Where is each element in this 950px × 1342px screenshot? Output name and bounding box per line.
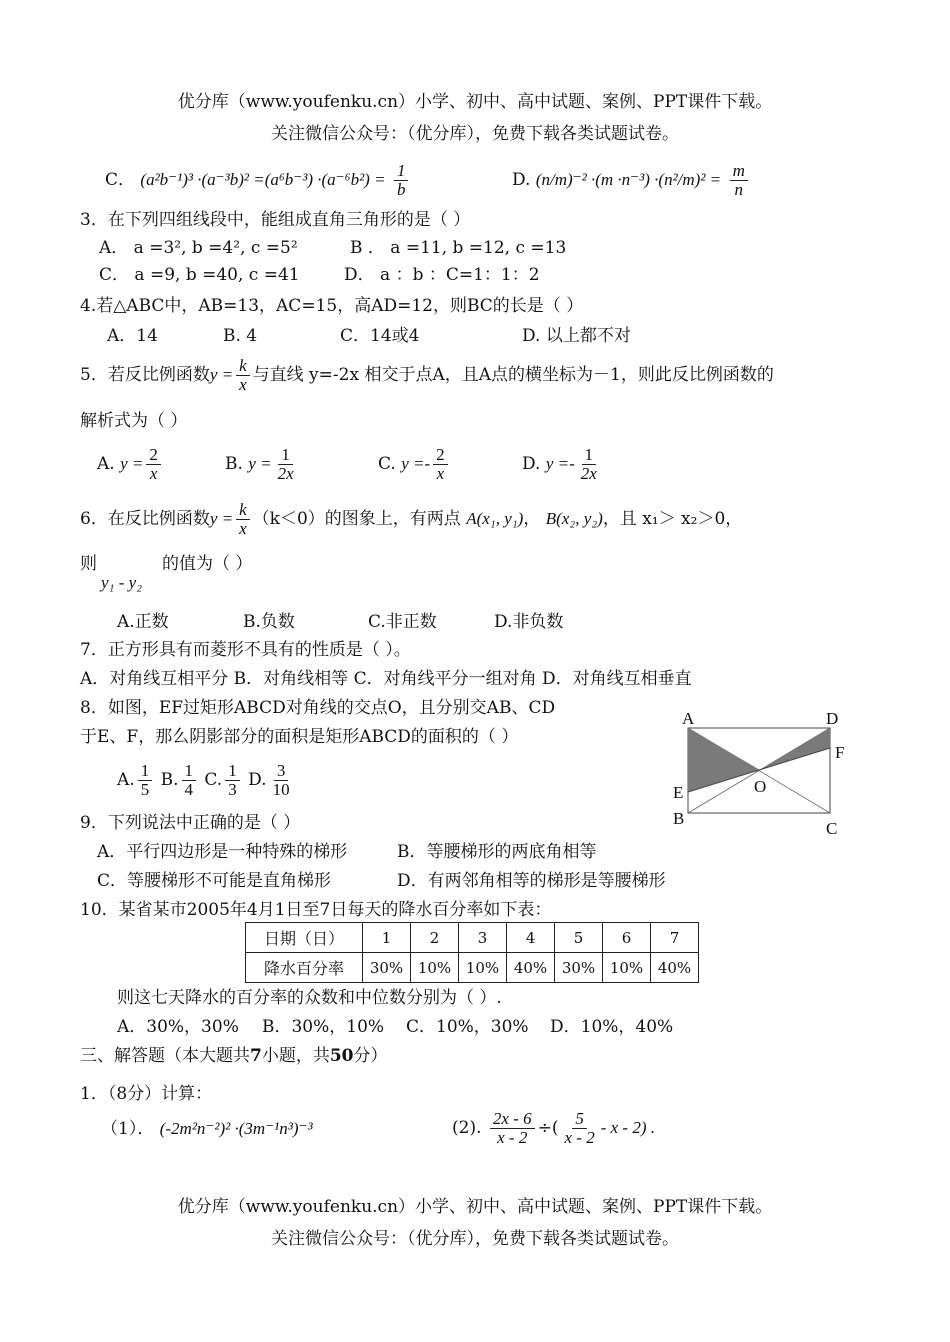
table-cell-day: 3	[459, 923, 507, 953]
q6-option-b: B.负数	[243, 612, 295, 632]
q8-stem-line2: 于E、F，那么阴影部分的面积是矩形ABCD的面积的（ ）	[80, 727, 519, 747]
numerator: 1	[138, 762, 153, 781]
q10-question: 则这七天降水的百分率的众数和中位数分别为（ ）.	[117, 988, 502, 1008]
table-cell-rate: 10%	[603, 953, 651, 983]
prev-option-c-label: C．	[105, 170, 136, 190]
numerator: 1	[225, 762, 240, 781]
q5-option-c-fraction	[433, 446, 448, 483]
denominator: x - 2	[497, 1128, 528, 1147]
q4-stem: 4.若△ABC中，AB=13，AC=15，高AD=12，则BC的长是（ ）	[80, 296, 584, 316]
q5-stem-line2: 解析式为（ ）	[80, 411, 188, 431]
prev-option-c	[105, 162, 411, 199]
section-3-count: 7	[250, 1046, 262, 1066]
q7-options: A．对角线互相平分 B．对角线相等 C．对角线平分一组对角 D．对角线互相垂直	[80, 669, 692, 689]
q5-option-b-fraction	[275, 446, 297, 483]
label-f: F	[835, 743, 845, 762]
label-e: E	[673, 783, 684, 802]
q10-option-b: B．30%，10%	[262, 1017, 385, 1037]
label-d: D	[826, 709, 839, 728]
label-c: C	[826, 819, 838, 838]
numerator: 3	[274, 762, 289, 781]
label-b: B	[673, 809, 685, 828]
q3-option-a: A． a =3², b =4², c =5²	[99, 238, 298, 258]
q4-option-d: D. 以上都不对	[522, 326, 631, 346]
denominator: x	[149, 464, 158, 483]
label-o: O	[754, 777, 767, 796]
rainfall-table	[245, 922, 699, 983]
section-3-title	[80, 1045, 388, 1067]
numerator: 2	[146, 446, 161, 465]
numerator: 1	[278, 446, 293, 465]
q10-option-d: D．10%，40%	[550, 1017, 674, 1037]
q9-option-d: D．有两邻角相等的梯形是等腰梯形	[397, 871, 666, 891]
q6-stem-pre: 6．在反比例函数	[80, 509, 210, 529]
q6-option-a: A.正数	[117, 612, 169, 632]
q6-func-fraction	[236, 501, 250, 538]
table-row	[246, 953, 699, 983]
table-cell-rate: 30%	[555, 953, 603, 983]
table-cell-day: 4	[507, 923, 555, 953]
q10-option-a: A．30%，30%	[117, 1017, 239, 1037]
table-row	[246, 923, 699, 953]
table-cell-rate: 40%	[507, 953, 555, 983]
section-3-score: 50	[329, 1046, 354, 1066]
numerator: k	[236, 357, 250, 376]
q6-point-a: A(x₁, y₁)	[466, 509, 524, 528]
denominator: x	[436, 464, 445, 483]
section-3-title-pre: 三、解答题（本大题共	[80, 1046, 250, 1066]
table-cell-day: 5	[555, 923, 603, 953]
q5-option-c	[378, 446, 451, 483]
table-cell-day: 2	[411, 923, 459, 953]
q8-option-b-fraction	[182, 762, 197, 799]
q5-option-a-label: A.	[97, 454, 115, 474]
q9-option-b: B．等腰梯形的两底角相等	[397, 842, 597, 862]
denominator: 2x	[580, 464, 597, 483]
q6-point-b: B(x₂, y₂)	[545, 509, 603, 528]
numerator: 5	[572, 1110, 587, 1129]
q5-option-b-label: B.	[225, 454, 243, 474]
numerator: m	[730, 162, 748, 181]
q5-option-d-lhs: y =-	[545, 454, 575, 473]
q8-stem-line1: 8．如图，EF过矩形ABCD对角线的交点O，且分别交AB、CD	[80, 698, 556, 718]
numerator: 2x - 6	[490, 1110, 535, 1129]
q10-option-c: C．10%，30%	[406, 1017, 529, 1037]
table-cell-rate: 30%	[363, 953, 411, 983]
table-cell-day: 6	[603, 923, 651, 953]
q5-option-a-lhs: y =	[120, 454, 144, 473]
table-cell-rate: 40%	[651, 953, 699, 983]
q6-condition: （k＜0）的图象上，有两点	[252, 509, 461, 529]
q5-stem-pre: 5．若反比例函数	[80, 365, 210, 385]
s1-part-1-label: （1）．	[101, 1119, 155, 1139]
q6-option-c: C.非正数	[368, 612, 437, 632]
q10-stem: 10．某省某市2005年4月1日至7日每天的降水百分率如下表：	[80, 900, 552, 920]
s1-part-2-fraction	[490, 1110, 535, 1147]
prev-option-c-fraction	[394, 162, 409, 199]
q5-option-d	[522, 446, 603, 483]
s1-part-1-expr: (-2m²n⁻²)² ·(3m⁻¹n³)⁻³	[159, 1119, 313, 1138]
q9-stem: 9．下列说法中正确的是（ ）	[80, 813, 301, 833]
q6-stem: 6．在反比例函数y = $\frac{k}{x}$ （k＜0）的图象上，有两点 A(x₁, y₁)， B(x₂, y₂)，且 x₁＞ x₂＞0，	[80, 500, 743, 538]
denominator: 2x	[277, 464, 294, 483]
q8-option-d-fraction	[270, 762, 293, 799]
q6-option-d: D.非负数	[494, 612, 564, 632]
denominator: 5	[140, 780, 150, 799]
q6-expression: y₁ - y₂	[101, 573, 143, 592]
q5-option-c-label: C.	[378, 454, 396, 474]
denominator: x	[239, 519, 247, 538]
s1-part-1	[101, 1118, 313, 1140]
header-line-2: 关注微信公众号：（优分库），免费下载各类试题试卷。	[271, 124, 679, 144]
q8-option-a-label: A.	[117, 770, 135, 790]
q5-option-b	[225, 446, 300, 483]
label-a: A	[682, 709, 695, 728]
footer-line-2: 关注微信公众号：（优分库），免费下载各类试题试卷。	[271, 1229, 679, 1249]
q6-stem-line2-pre: 则	[80, 554, 97, 574]
q6-stem-line2	[80, 553, 97, 575]
q3-option-c: C． a =9, b =40, c =41	[99, 265, 300, 285]
q3-option-b: B ． a =11, b =12, c =13	[350, 238, 567, 258]
prev-option-d	[512, 162, 751, 199]
numerator: 1	[182, 762, 197, 781]
s1-part-2-inner-fraction	[562, 1110, 598, 1147]
q3-stem: 3．在下列四组线段中，能组成直角三角形的是（ ）	[80, 210, 471, 230]
table-header-date: 日期（日）	[246, 923, 363, 953]
numerator: 1	[582, 446, 597, 465]
denominator: 4	[184, 780, 193, 799]
q5-option-c-lhs: y =-	[401, 454, 431, 473]
denominator: n	[734, 180, 743, 199]
table-header-rate: 降水百分率	[246, 953, 363, 983]
q5-option-d-label: D.	[522, 454, 541, 474]
numerator: 2	[433, 446, 448, 465]
q4-option-b: B. 4	[223, 326, 258, 346]
prev-option-d-fraction	[730, 162, 748, 199]
footer-line-1: 优分库（www.youfenku.cn）小学、初中、高中试题、案例、PPT课件下载。	[177, 1197, 773, 1217]
q6-inequality: ，且 x₁＞ x₂＞0，	[602, 509, 743, 529]
q5-option-b-lhs: y =	[248, 454, 272, 473]
q5-option-a	[97, 446, 164, 483]
s1-part-2	[452, 1104, 655, 1152]
denominator: 3	[228, 780, 237, 799]
q5-stem	[80, 356, 774, 394]
q5-option-d-fraction	[578, 446, 600, 483]
s1-part-2-divide: ÷(	[537, 1118, 559, 1138]
section-3-title-post: 分）	[353, 1046, 388, 1066]
table-cell-rate: 10%	[459, 953, 507, 983]
section-3-title-mid: 小题，共	[261, 1046, 330, 1066]
s1-stem: 1．（8分）计算：	[80, 1084, 213, 1104]
prev-option-c-expr: (a²b⁻¹)³ ·(a⁻³b)² =(a⁶b⁻³) ·(a⁻⁶b²) =	[140, 170, 386, 189]
q8-option-c-fraction	[225, 762, 240, 799]
q4-option-a: A．14	[107, 326, 158, 346]
q8-options	[117, 758, 296, 802]
q8-option-c-label: C.	[204, 770, 223, 790]
q7-stem: 7．正方形具有而菱形不具有的性质是（ ）。	[80, 640, 411, 660]
rectangle-figure	[668, 708, 848, 843]
q8-option-a-fraction	[138, 762, 153, 799]
q4-option-c: C．14或4	[340, 326, 420, 346]
table-cell-day: 7	[651, 923, 699, 953]
shaded-triangle-left	[688, 728, 760, 792]
q5-option-a-fraction	[146, 446, 161, 483]
q6-func-lhs: y =	[209, 509, 234, 528]
denominator: 10	[272, 780, 290, 799]
table-cell-day: 1	[363, 923, 411, 953]
numerator: k	[236, 501, 250, 520]
q3-option-d: D． a ：b ：C=1：1：2	[344, 265, 540, 285]
s1-part-2-tail: - x - 2) .	[600, 1118, 655, 1137]
q5-func-fraction	[236, 357, 250, 394]
table-cell-rate: 10%	[411, 953, 459, 983]
q9-option-a: A．平行四边形是一种特殊的梯形	[97, 842, 348, 862]
prev-option-d-label: D.	[512, 170, 531, 190]
header-line-1: 优分库（www.youfenku.cn）小学、初中、高中试题、案例、PPT课件下载。	[177, 92, 773, 112]
denominator: x - 2	[564, 1128, 595, 1147]
denominator: b	[396, 180, 406, 199]
q8-option-b-label: B.	[160, 770, 179, 790]
s1-part-2-label: (2).	[452, 1118, 482, 1138]
q6-stem-line2-post: 的值为（ ）	[162, 554, 253, 574]
q5-func-lhs: y =	[209, 365, 234, 384]
q8-option-d-label: D.	[248, 770, 267, 790]
numerator: 1	[394, 162, 409, 181]
q5-stem-post: 与直线 y=-2x 相交于点A，且A点的横坐标为－1，则此反比例函数的	[252, 365, 774, 385]
q9-option-c: C．等腰梯形不可能是直角梯形	[97, 871, 332, 891]
denominator: x	[239, 375, 247, 394]
prev-option-d-expr: (n/m)⁻² ·(m ·n⁻³) ·(n²/m)² =	[535, 170, 722, 189]
